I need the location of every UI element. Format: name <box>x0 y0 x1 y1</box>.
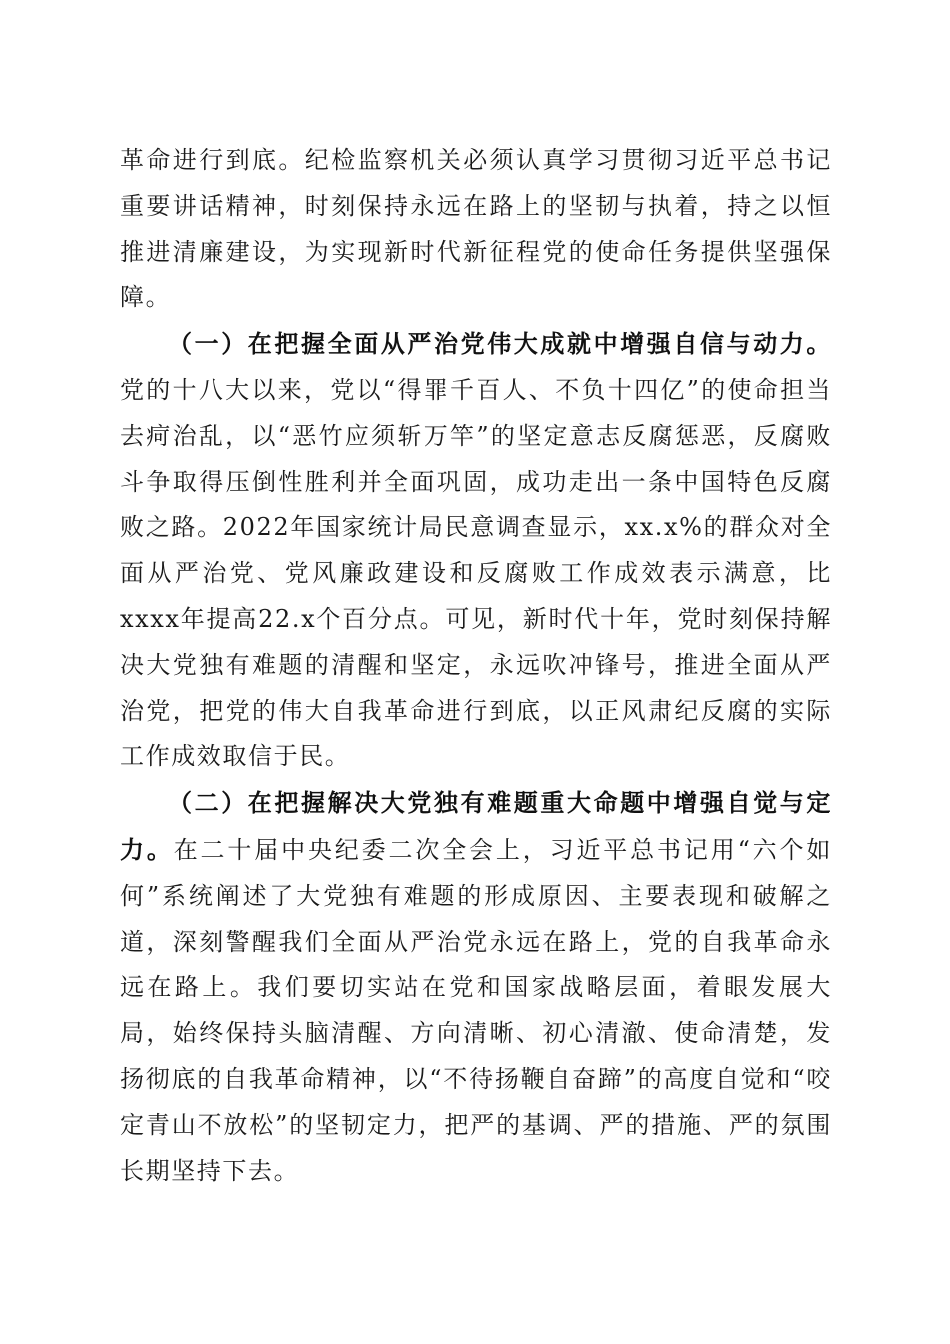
paragraph-body: 党的十八大以来，党以“得罪千百人、不负十四亿”的使命担当去疴治乱，以“恶竹应须斩万竿”的坚定意志反腐惩恶，反腐败斗争取得压倒性胜利并全面巩固，成功走出一条中国特色反腐败之路。2022年国家统计局民意调查显示，xx.x%的群众对全面从严治党、党风廉政建设和反腐败工作成效表示满意，比xxxx年提高22.x个百分点。可见，新时代十年，党时刻保持解决大党独有难题的清醒和坚定，永远吹冲锋号，推进全面从严治党，把党的伟大自我革命进行到底，以正风肃纪反腐的实际工作成效取信于民。 <box>120 375 832 771</box>
paragraph-body: 在二十届中央纪委二次全会上，习近平总书记用“六个如何”系统阐述了大党独有难题的形成原因、主要表现和破解之道，深刻警醒我们全面从严治党永远在路上，党的自我革命永远在路上。我们要切实站在党和国家战略层面，着眼发展大局，始终保持头脑清醒、方向清晰、初心清澈、使命清楚，发扬彻底的自我革命精神，以“不待扬鞭自奋蹄”的高度自觉和“咬定青山不放松”的坚韧定力，把严的基调、严的措施、严的氛围长期坚持下去。 <box>120 835 832 1185</box>
document-body <box>120 138 832 1194</box>
paragraph-section-2 <box>120 780 832 1194</box>
paragraph-body: 革命进行到底。纪检监察机关必须认真学习贯彻习近平总书记重要讲话精神，时刻保持永远在路上的坚韧与执着，持之以恒推进清廉建设，为实现新时代新征程党的使命任务提供坚强保障。 <box>120 146 832 312</box>
section-heading: （一）在把握全面从严治党伟大成就中增强自信与动力。 <box>168 329 832 359</box>
paragraph-section-1 <box>120 321 832 780</box>
paragraph-intro-continuation <box>120 138 832 321</box>
section-heading: （二）在把握解决大党独有难题重大命题中增强自觉与定力。 <box>120 788 832 864</box>
